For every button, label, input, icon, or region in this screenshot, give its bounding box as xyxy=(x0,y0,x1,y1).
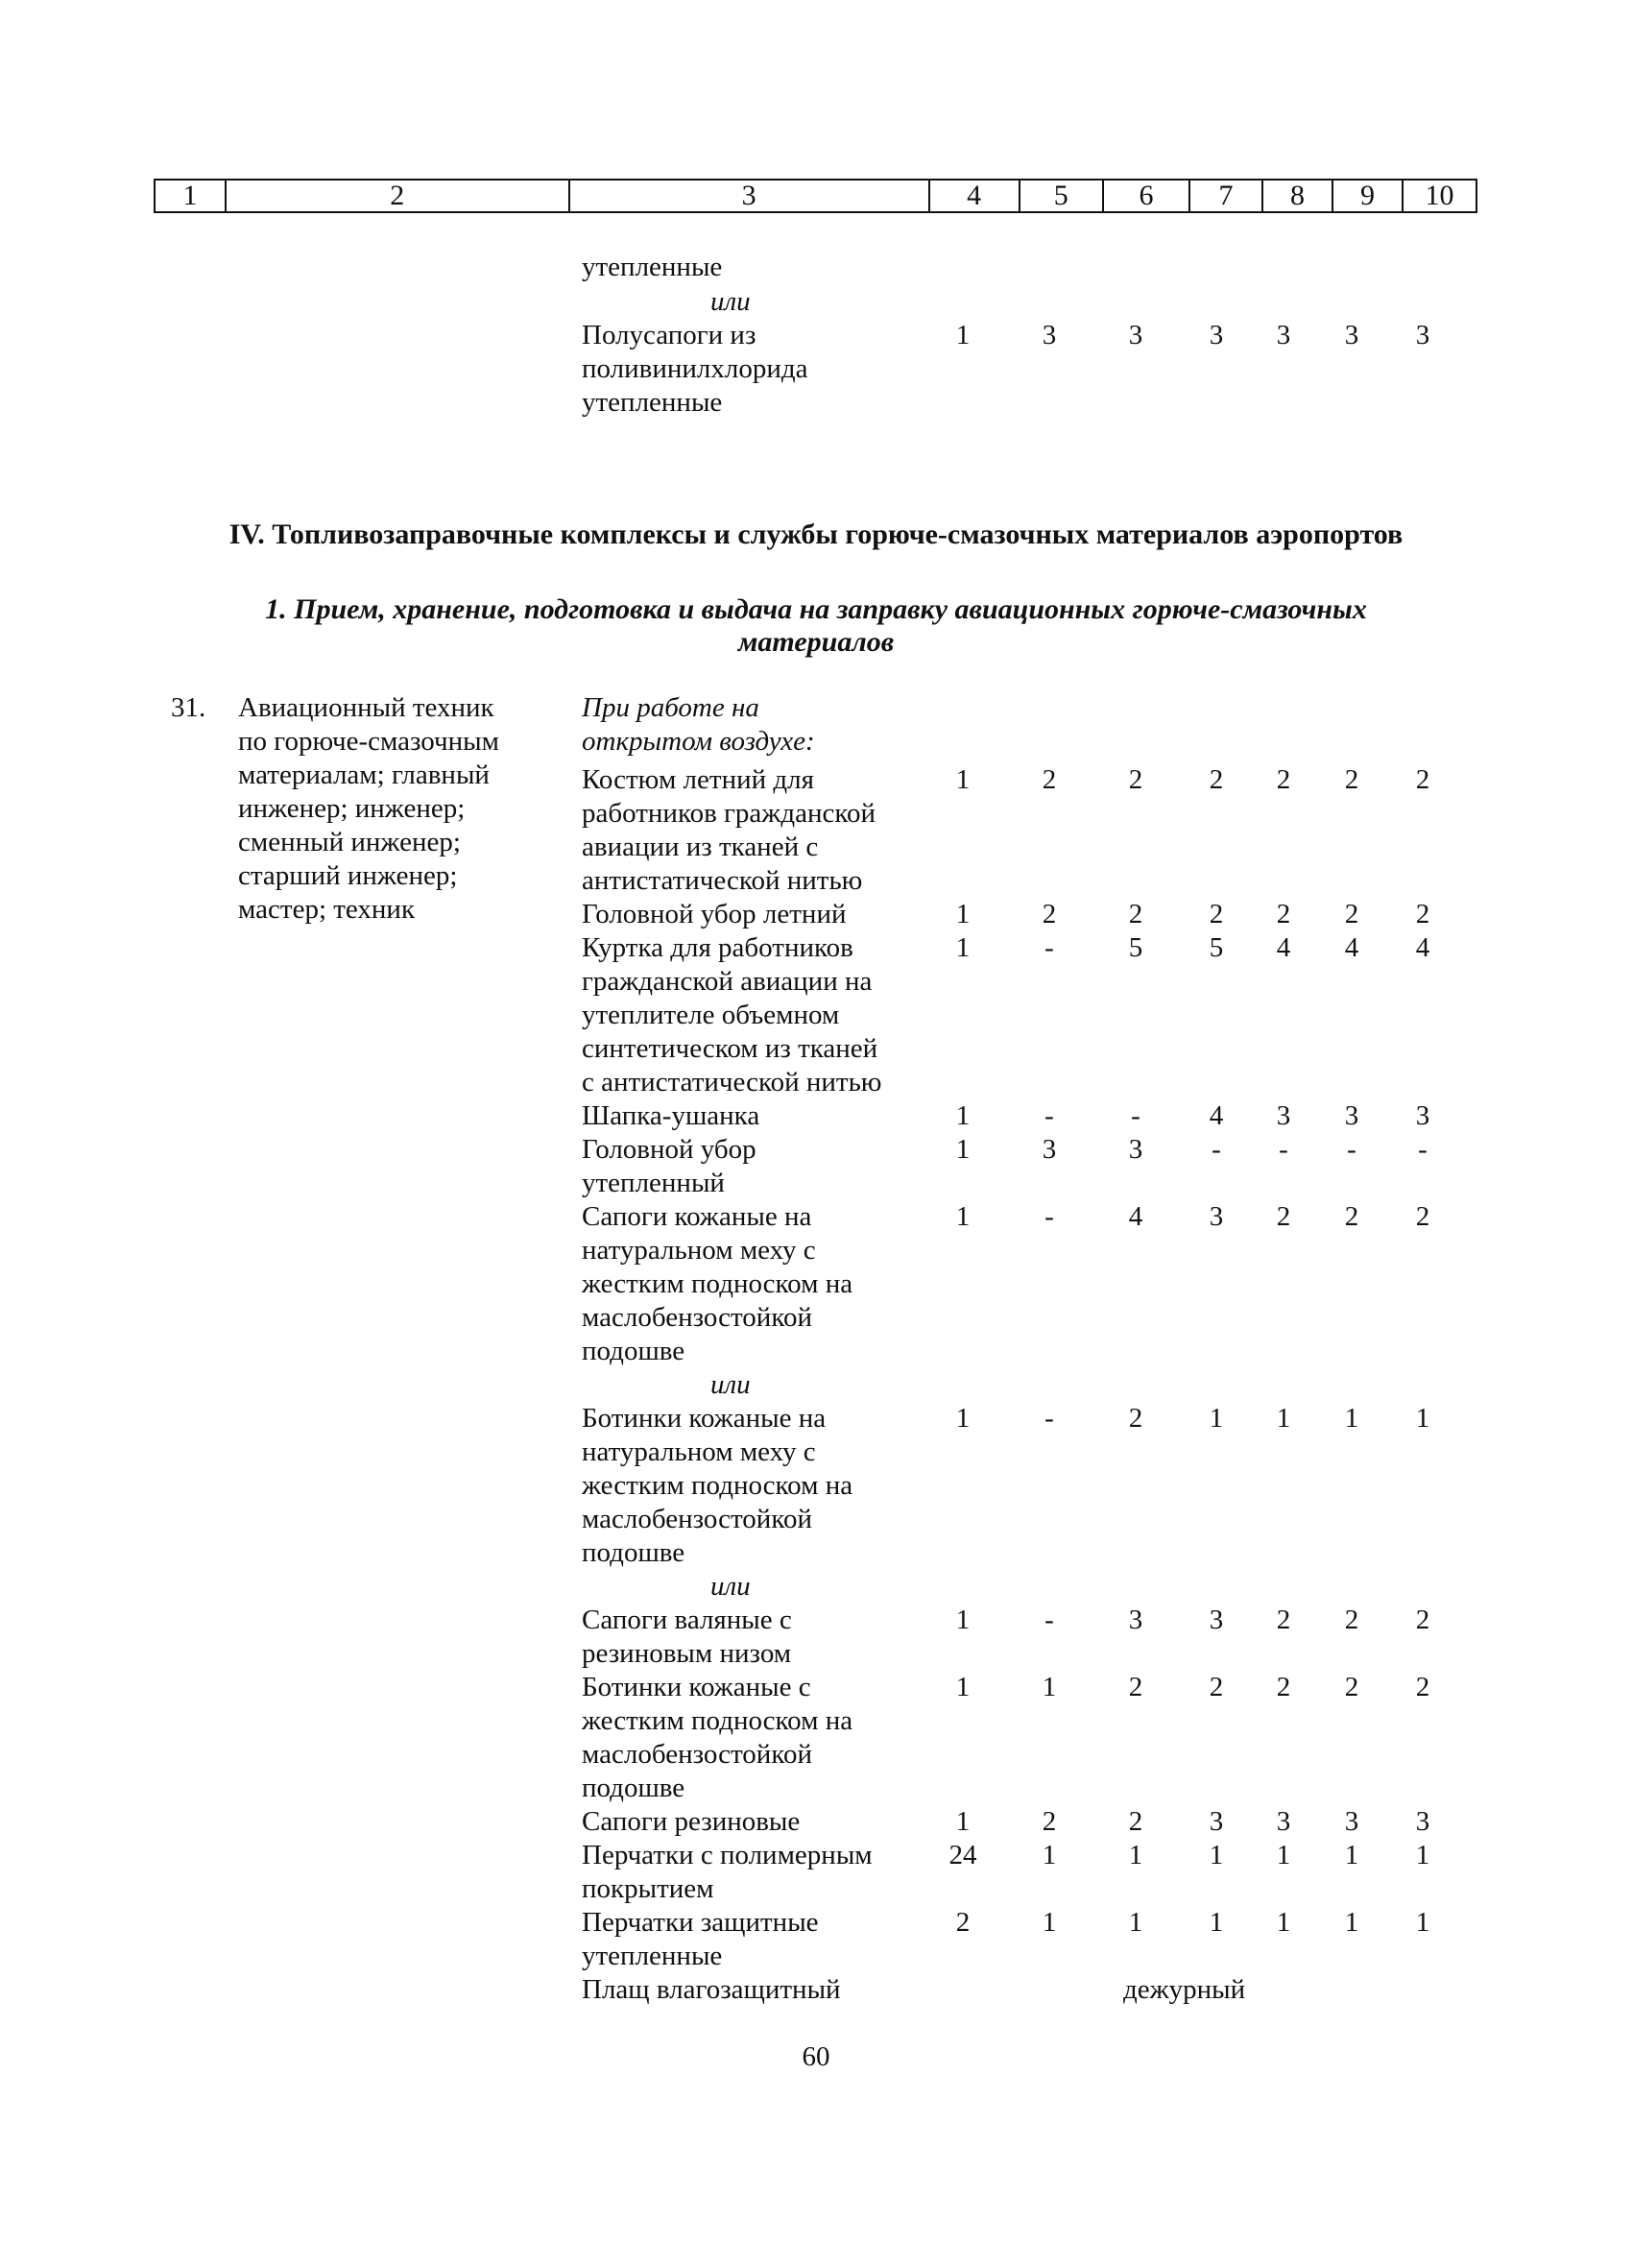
item-value-col-10: 1 xyxy=(1415,1403,1430,1434)
item-value-col-5: 1 xyxy=(1042,1672,1057,1702)
item-value-col-5: 1 xyxy=(1042,1840,1057,1870)
item-value-col-9: 3 xyxy=(1344,1100,1359,1131)
item-name-line: Перчатки с полимерным xyxy=(582,1840,873,1870)
col-header-6: 6 xyxy=(1103,180,1189,212)
item-value-col-4: 1 xyxy=(955,899,971,929)
item-value-col-4: 1 xyxy=(955,932,971,963)
col-header-5: 5 xyxy=(1020,180,1103,212)
item-value-col-4: 1 xyxy=(955,1604,971,1635)
item-value-col-10: 2 xyxy=(1415,1604,1430,1635)
item-value-col-6: 2 xyxy=(1128,1672,1143,1702)
item-value-col-5: - xyxy=(1044,1604,1054,1635)
item-value-col-8: 2 xyxy=(1276,1604,1291,1635)
item-name-line: покрытием xyxy=(582,1873,714,1904)
item-name-line: авиации из тканей с xyxy=(582,832,819,862)
item-value-col-4: 1 xyxy=(955,764,971,795)
item-name-line: подошве xyxy=(582,1773,685,1803)
row-number: 31. xyxy=(171,692,206,723)
item-value-col-6: 1 xyxy=(1128,1907,1143,1938)
item-name-line: Куртка для работников xyxy=(582,932,853,963)
col-header-4: 4 xyxy=(929,180,1020,212)
subsection-title xyxy=(192,593,1440,659)
item-value-col-9: 2 xyxy=(1344,1604,1359,1635)
item-value-col-5: 2 xyxy=(1042,764,1057,795)
col-header-2: 2 xyxy=(226,180,569,212)
item-value-col-9: 1 xyxy=(1344,1403,1359,1434)
item-name-line: работников гражданской xyxy=(582,798,876,829)
col-header-9: 9 xyxy=(1332,180,1403,212)
item-value-col-7: 2 xyxy=(1209,764,1224,795)
item-name-line: Головной убор летний xyxy=(582,899,847,929)
subsection-line: 1. Прием, хранение, подготовка и выдача на заправку авиационных горюче-смазочных xyxy=(265,593,1367,625)
item-value-col-5: 1 xyxy=(1042,1907,1057,1938)
item-value-col-7: 1 xyxy=(1209,1840,1224,1870)
item-value-col-10: 2 xyxy=(1415,1672,1430,1702)
item-value-col-8: 2 xyxy=(1276,1672,1291,1702)
item-value-col-6: 3 xyxy=(1128,1134,1143,1165)
item-value-col-9: - xyxy=(1347,1134,1356,1165)
item-name-line: подошве xyxy=(582,1336,685,1366)
item-name-line: натуральном меху с xyxy=(582,1235,816,1266)
item-value-col-9: 2 xyxy=(1344,764,1359,795)
item-value-col-10: 1 xyxy=(1415,1840,1430,1870)
item-value-col-7: 2 xyxy=(1209,1672,1224,1702)
item-value-col-8: - xyxy=(1279,1134,1288,1165)
profession-line: инженер; инженер; xyxy=(238,793,466,824)
item-name-line: утепленные xyxy=(582,1941,723,1971)
item-value-col-7: 3 xyxy=(1209,1604,1224,1635)
item-value-col-6: 2 xyxy=(1128,1806,1143,1837)
top-value-col-10: 3 xyxy=(1415,320,1430,350)
profession-line: по горюче-смазочным xyxy=(238,726,499,757)
item-value-col-8: 4 xyxy=(1276,932,1291,963)
item-name-line: Головной убор xyxy=(582,1134,756,1165)
item-value-col-9: 1 xyxy=(1344,1840,1359,1870)
item-value-col-6: 3 xyxy=(1128,1604,1143,1635)
item-name-line: утеплителе объемном xyxy=(582,1000,840,1030)
item-value-col-4: 1 xyxy=(955,1672,971,1702)
item-value-col-9: 3 xyxy=(1344,1806,1359,1837)
top-value-col-7: 3 xyxy=(1209,320,1224,350)
item-value-col-10: 3 xyxy=(1415,1806,1430,1837)
col-header-3: 3 xyxy=(569,180,929,212)
item-name-line: Сапоги валяные с xyxy=(582,1604,792,1635)
item-value-col-4: 1 xyxy=(955,1100,971,1131)
item-value-col-5: 2 xyxy=(1042,899,1057,929)
item-value-col-9: 2 xyxy=(1344,1672,1359,1702)
item-name-line: Плащ влагозащитный xyxy=(582,1974,841,2005)
item-value-col-10: 2 xyxy=(1415,899,1430,929)
item-name-line: маслобензостойкой xyxy=(582,1302,812,1333)
item-value-col-6: 2 xyxy=(1128,899,1143,929)
profession-line: материалам; главный xyxy=(238,760,490,790)
top-value-col-6: 3 xyxy=(1128,320,1143,350)
item-value-col-4: 1 xyxy=(955,1201,971,1232)
item-name-line: натуральном меху с xyxy=(582,1436,816,1467)
item-value-col-7: 5 xyxy=(1209,932,1224,963)
profession-line: сменный инженер; xyxy=(238,827,461,857)
item-value-col-5: - xyxy=(1044,1100,1054,1131)
item-name-line: маслобензостойкой xyxy=(582,1739,812,1770)
or-separator: или xyxy=(710,1571,751,1602)
item-value-col-9: 1 xyxy=(1344,1907,1359,1938)
item-value-col-4: 1 xyxy=(955,1806,971,1837)
top-or: или xyxy=(710,286,751,317)
item-value-col-8: 2 xyxy=(1276,1201,1291,1232)
column-header-table xyxy=(154,179,1477,213)
page-number: 60 xyxy=(802,2041,830,2072)
top-item-line: утепленные xyxy=(582,387,723,418)
top-value-col-5: 3 xyxy=(1042,320,1057,350)
top-line: утепленные xyxy=(582,252,723,282)
item-name-line: Шапка-ушанка xyxy=(582,1100,760,1131)
profession-line: мастер; техник xyxy=(238,894,416,925)
item-value-col-8: 2 xyxy=(1276,764,1291,795)
or-separator: или xyxy=(710,1369,751,1400)
item-value-col-8: 3 xyxy=(1276,1100,1291,1131)
item-name-line: Сапоги кожаные на xyxy=(582,1201,812,1232)
item-value-col-8: 2 xyxy=(1276,899,1291,929)
item-name-line: жестким подноском на xyxy=(582,1470,853,1501)
item-value-col-9: 2 xyxy=(1344,899,1359,929)
item-value-col-9: 2 xyxy=(1344,1201,1359,1232)
item-value-col-10: 2 xyxy=(1415,764,1430,795)
item-name-line: маслобензостойкой xyxy=(582,1504,812,1534)
condition-line: открытом воздухе: xyxy=(582,726,815,757)
item-name-line: гражданской авиации на xyxy=(582,966,873,997)
item-value-col-6: 2 xyxy=(1128,764,1143,795)
item-value-col-7: - xyxy=(1212,1134,1221,1165)
item-value-col-7: 4 xyxy=(1209,1100,1224,1131)
item-value-col-4: 1 xyxy=(955,1134,971,1165)
item-name-line: Ботинки кожаные с xyxy=(582,1672,811,1702)
subsection-line: материалов xyxy=(737,626,895,658)
item-value-col-10: - xyxy=(1418,1134,1428,1165)
item-value-col-6: - xyxy=(1131,1100,1140,1131)
item-value-col-4: 2 xyxy=(955,1907,971,1938)
item-name-line: жестким подноском на xyxy=(582,1268,853,1299)
item-value-col-5: - xyxy=(1044,932,1054,963)
item-value-col-4: 1 xyxy=(955,1403,971,1434)
item-name-line: антистатической нитью xyxy=(582,865,863,896)
item-name-line: подошве xyxy=(582,1537,685,1568)
item-value-col-6: 2 xyxy=(1128,1403,1143,1434)
col-header-7: 7 xyxy=(1189,180,1262,212)
item-value-col-6: 4 xyxy=(1128,1201,1143,1232)
col-header-1: 1 xyxy=(155,180,226,212)
item-value-col-8: 1 xyxy=(1276,1840,1291,1870)
condition-line: При работе на xyxy=(582,692,759,723)
item-value-col-10: 2 xyxy=(1415,1201,1430,1232)
top-item-line: поливинилхлорида xyxy=(582,353,808,384)
item-value-col-8: 3 xyxy=(1276,1806,1291,1837)
item-value-col-8: 1 xyxy=(1276,1907,1291,1938)
item-value-col-5: 3 xyxy=(1042,1134,1057,1165)
item-value-col-10: 1 xyxy=(1415,1907,1430,1938)
item-value-col-10: 4 xyxy=(1415,932,1430,963)
item-name-line: жестким подноском на xyxy=(582,1705,853,1736)
item-value-col-7: 3 xyxy=(1209,1201,1224,1232)
item-name-line: резиновым низом xyxy=(582,1638,792,1669)
duty-label: дежурный xyxy=(1123,1974,1246,2005)
profession-line: Авиационный техник xyxy=(238,692,494,723)
item-value-col-10: 3 xyxy=(1415,1100,1430,1131)
item-value-col-7: 1 xyxy=(1209,1907,1224,1938)
top-item-line: Полусапоги из xyxy=(582,320,756,350)
item-value-col-8: 1 xyxy=(1276,1403,1291,1434)
item-name-line: Костюм летний для xyxy=(582,764,814,795)
item-name-line: с антистатической нитью xyxy=(582,1067,882,1098)
item-value-col-9: 4 xyxy=(1344,932,1359,963)
item-value-col-6: 5 xyxy=(1128,932,1143,963)
top-value-col-9: 3 xyxy=(1344,320,1359,350)
top-value-col-8: 3 xyxy=(1276,320,1291,350)
item-value-col-5: - xyxy=(1044,1403,1054,1434)
item-value-col-5: - xyxy=(1044,1201,1054,1232)
item-name-line: Перчатки защитные xyxy=(582,1907,819,1938)
item-value-col-7: 2 xyxy=(1209,899,1224,929)
item-value-col-6: 1 xyxy=(1128,1840,1143,1870)
item-value-col-5: 2 xyxy=(1042,1806,1057,1837)
section-title: IV. Топливозаправочные комплексы и службы горюче-смазочных материалов аэропортов xyxy=(228,519,1404,550)
item-value-col-7: 3 xyxy=(1209,1806,1224,1837)
item-name-line: Ботинки кожаные на xyxy=(582,1403,827,1434)
col-header-8: 8 xyxy=(1262,180,1332,212)
profession-line: старший инженер; xyxy=(238,860,458,891)
top-value-col-4: 1 xyxy=(955,320,971,350)
col-header-10: 10 xyxy=(1403,180,1476,212)
item-value-col-7: 1 xyxy=(1209,1403,1224,1434)
item-name-line: Сапоги резиновые xyxy=(582,1806,801,1837)
item-value-col-4: 24 xyxy=(948,1840,977,1870)
item-name-line: синтетическом из тканей xyxy=(582,1033,878,1064)
item-name-line: утепленный xyxy=(582,1168,725,1198)
